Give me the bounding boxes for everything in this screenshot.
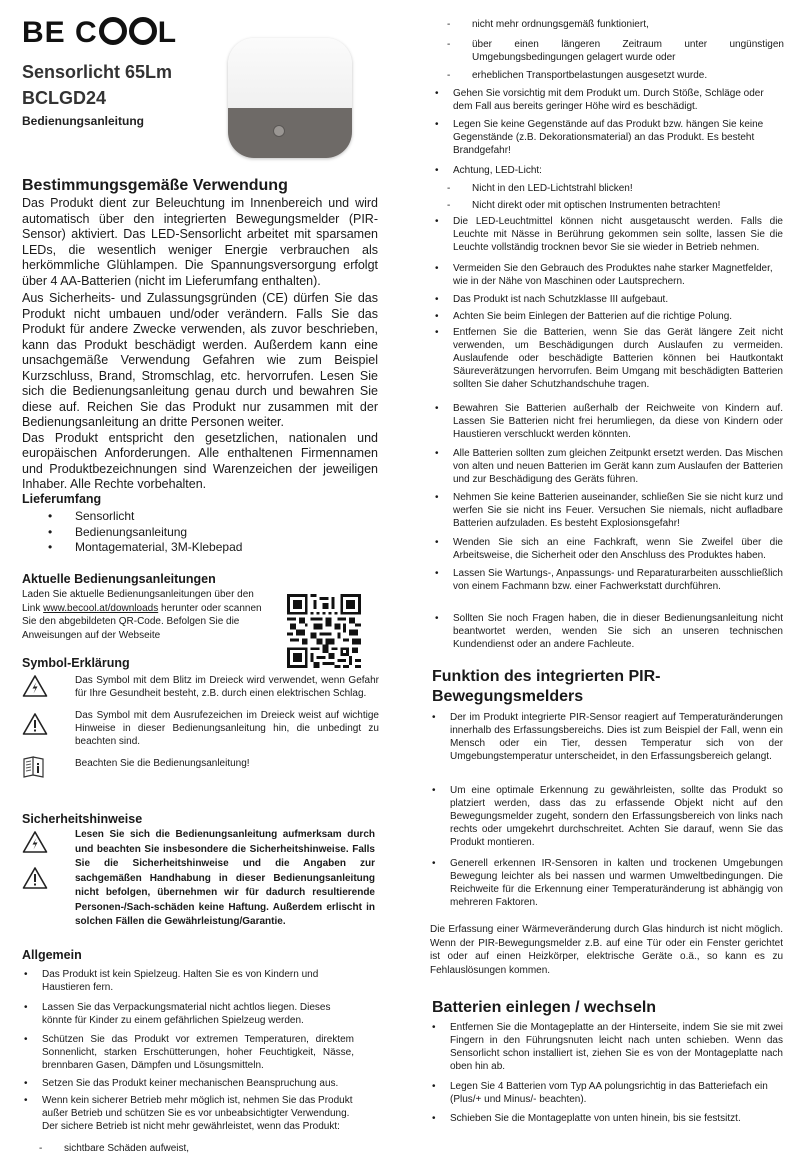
- list-item: • Montagematerial, 3M-Klebepad: [48, 540, 243, 554]
- heading-lieferumfang: Lieferumfang: [22, 492, 102, 506]
- dash-icon: -: [447, 39, 451, 50]
- bullet-icon: •: [435, 311, 439, 322]
- bullet-icon: •: [48, 509, 53, 523]
- dash-icon: -: [39, 1143, 43, 1154]
- list-item: - Nicht in den LED-Lichtstrahl blicken!: [447, 183, 633, 194]
- list-item: • Sensorlicht: [48, 509, 135, 523]
- logo-o-icon: [129, 17, 157, 45]
- bullet-icon: •: [432, 1113, 436, 1124]
- dash-icon: -: [447, 70, 451, 81]
- manual-book-icon: [22, 756, 46, 778]
- brand-logo: BE C L: [22, 16, 178, 49]
- list-item: • Lassen Sie das Verpackungsmaterial nicht achtlos liegen. Dieses könnte für Kinder zu einem gefährlichen Spielzeug werden.: [24, 1002, 331, 1026]
- list-item: • Bedienungsanleitung: [48, 524, 188, 539]
- bullet-icon: •: [435, 327, 439, 338]
- list-item: • Setzen Sie das Produkt keiner mechanischen Beanspruchung aus.: [24, 1078, 339, 1089]
- product-model: BCLGD24: [22, 88, 107, 108]
- list-item: • Das Produkt ist nach Schutzklasse III aufgebaut.: [435, 294, 669, 305]
- list-item: • Um eine optimale Erkennung zu gewährleisten, sollte das Produkt so platziert werden, dass das zu erfassende Objekt nicht auf den Bewegungsmelder zugeht, sondern den Erfassungsbereich von links nach rechts oder umgekehrt durchschreitet. Achten Sie darauf, wenn Sie das Produkt montieren.: [432, 785, 783, 848]
- bestimmung-p2: Aus Sicherheits- und Zulassungsgründen (CE) dürfen Sie das Produkt nicht umbauen und/oder verändern. Falls Sie das Produkt für andere Zwecke verwenden, als zuvor beschrieben, kann das Produkt beschädigt werden. Außerdem kann eine unsachgemäße Verwendung Gefahren wie zum Beispiel Kurzschluss, Brand, Stromschlag, etc. hervorrufen. Lesen Sie sich die Bedienungsanleitung genau durch und bewahren Sie diese auf. Reichen Sie das Produkt nur zusammen mit der Bedienungsanleitung an dritte Personen weiter.: [22, 291, 378, 429]
- bullet-icon: •: [432, 1081, 436, 1092]
- bullet-icon: •: [435, 88, 439, 99]
- bullet-icon: •: [24, 1002, 28, 1013]
- sicherheit-text: Lesen Sie sich die Bedienungsanleitung aufmerksam durch und beachten Sie insbesondere die Sicherheitshinweise. Falls Sie die Sicherheitshinweise und die Angaben zur sachgemäßen Handhabung in dieser Bedienungsanleitung nicht befolgen, übernehmen wir für dadurch resultierende Personen-/Sach-schäden keine Haftung. Außerdem erlischt in solchen Fällen die Gewährleistung/Garantie.: [75, 829, 375, 927]
- list-item: • Entfernen Sie die Montageplatte an der Hinterseite, indem Sie sie mit zwei Fingern in den Führungsnuten leicht nach unten schieben. Wenn das Sensorlicht schon installiert ist, ziehen Sie es von der Montageplatte nach oben hin ab.: [432, 1022, 783, 1072]
- lieferumfang-list: [48, 509, 242, 556]
- bullet-icon: •: [432, 712, 436, 723]
- symbol-text-2: Das Symbol mit dem Ausrufezeichen im Dreieck weist auf wichtige Hinweise in dieser Bedienungsanleitung hin, die unbedingt zu beachten sind.: [75, 710, 379, 747]
- pir-paragraph: Die Erfassung einer Wärmeveränderung durch Glas hindurch ist nicht möglich. Wenn der PIR-Bewegungsmelder z.B. auf eine Tür oder ein Fenster gerichtet ist oder auf einen Heizkörper, elektrische Geräte o.ä., so kann es zu Fehlauslösungen kommen.: [430, 924, 783, 976]
- aktuelle-text: Laden Sie aktuelle Bedienungsanleitungen über den Link www.becool.at/downloads herunter oder scannen Sie den abgebildeten QR-Code. Befolgen Sie die Anweisungen auf der Webseite: [22, 589, 262, 641]
- product-base-band: [228, 108, 352, 158]
- bullet-icon: •: [435, 492, 439, 503]
- list-item: • Achtung, LED-Licht:: [435, 165, 542, 176]
- heading-allgemein: Allgemein: [22, 948, 82, 962]
- product-image: [228, 38, 352, 158]
- exclamation-warning-icon: [22, 866, 48, 890]
- lightning-warning-icon: [22, 674, 48, 698]
- bullet-icon: •: [435, 448, 439, 459]
- list-item: • Sollten Sie noch Fragen haben, die in dieser Bedienungsanleitung nicht beantwortet werden, wenden Sie sich an unseren technischen Kundendienst oder an andere Fachleute.: [435, 613, 783, 650]
- logo-o-icon: [99, 17, 127, 45]
- dash-icon: -: [447, 200, 451, 211]
- lightning-warning-icon: [22, 830, 48, 854]
- symbol-text-3: Beachten Sie die Bedienungsanleitung!: [75, 758, 250, 769]
- list-item: • Schieben Sie die Montageplatte von unten hinein, bis sie festsitzt.: [432, 1113, 741, 1124]
- list-item: - Nicht direkt oder mit optischen Instrumenten betrachten!: [447, 200, 721, 211]
- list-item: • Alle Batterien sollten zum gleichen Zeitpunkt ersetzt werden. Das Mischen von alten und neuen Batterien im Gerät kann zum Auslaufen der Batterien und zur Beschädigung des Geräts führen.: [435, 448, 783, 485]
- list-item: • Gehen Sie vorsichtig mit dem Produkt um. Durch Stöße, Schläge oder dem Fall aus bereits geringer Höhe wird es beschädigt.: [435, 88, 764, 112]
- list-item: - sichtbare Schäden aufweist,: [39, 1143, 190, 1154]
- dash-icon: -: [447, 183, 451, 194]
- list-item: - erheblichen Transportbelastungen ausgesetzt wurde.: [447, 70, 708, 81]
- list-item: • Lassen Sie Wartungs-, Anpassungs- und Reparaturarbeiten ausschließlich von einem Fachmann bzw. einer Fachwerkstatt durchführen.: [435, 568, 783, 592]
- bullet-icon: •: [48, 524, 53, 539]
- list-item: • Legen Sie 4 Batterien vom Typ AA polungsrichtig in das Batteriefach ein (Plus/+ und Minus/- beachten).: [432, 1081, 768, 1105]
- downloads-link[interactable]: www.becool.at/downloads: [43, 602, 159, 614]
- list-item: • Nehmen Sie keine Batterien auseinander, schließen Sie sie nicht kurz und werfen Sie sie nicht ins Feuer. Versuchen Sie niemals, nicht aufladbare Batterien aufzuladen. Es besteht Explosionsgefahr!: [435, 492, 783, 529]
- bullet-icon: •: [435, 294, 439, 305]
- list-item: • Entfernen Sie die Batterien, wenn Sie das Gerät längere Zeit nicht verwenden, um Beschädigungen durch Auslaufen zu vermeiden. Auslaufende oder beschädigte Batterien können bei Hautkontakt Säureverätzungen hervorrufen. Beim Umgang mit beschädigten Batterien sollten Sie daher Schutzhandschuhe tragen.: [435, 327, 783, 390]
- symbol-text-1: Das Symbol mit dem Blitz im Dreieck wird verwendet, wenn Gefahr für Ihre Gesundheit besteht, z.B. durch einen elektrischen Schlag.: [75, 675, 379, 699]
- heading-symbol: Symbol-Erklärung: [22, 656, 130, 670]
- list-item: • Legen Sie keine Gegenstände auf das Produkt bzw. hängen Sie keine Gegenstände (z.B. Dekorationsmaterial) an das Produkt. Es besteht Brandgefahr!: [435, 119, 764, 156]
- bestimmung-text: [22, 196, 378, 493]
- heading-bestimmung: Bestimmungsgemäße Verwendung: [22, 177, 288, 194]
- dash-icon: -: [447, 19, 451, 30]
- list-item: - nicht mehr ordnungsgemäß funktioniert,: [447, 19, 649, 30]
- bullet-icon: •: [24, 1034, 28, 1045]
- exclamation-warning-icon: [22, 712, 48, 736]
- bullet-icon: •: [435, 119, 439, 130]
- bullet-icon: •: [432, 785, 436, 796]
- bullet-icon: •: [435, 403, 439, 414]
- list-item: • Generell erkennen IR-Sensoren in kalten und trockenen Umgebungen Bewegung leichter als bei nassen und warmen Umweltbedingungen. Die Reichweite für die Erkennung einer Temperaturänderung ist abhängig von mehreren Faktoren.: [432, 858, 783, 908]
- pir-sensor-icon: [273, 125, 285, 137]
- heading-batterien: Batterien einlegen / wechseln: [432, 999, 657, 1016]
- bullet-icon: •: [435, 263, 439, 274]
- qr-code-icon[interactable]: [286, 594, 362, 668]
- bestimmung-p3: Das Produkt entspricht den gesetzlichen, nationalen und europäischen Anforderungen. Alle enthaltenen Firmennamen und Produktbezeichnungen sind Warenzeichen der jeweiligen Inhaber. Alle Rechte vorbehalten.: [22, 430, 378, 491]
- list-item: • Schützen Sie das Produkt vor extremen Temperaturen, direktem Sonnenlicht, starken Erschütterungen, hoher Feuchtigkeit, Nässe, brennbaren Gasen, Dämpfen und Lösungsmitteln.: [24, 1034, 354, 1071]
- bullet-icon: •: [48, 540, 53, 554]
- list-item: • Wenden Sie sich an eine Fachkraft, wenn Sie Zweifel über die Arbeitsweise, die Sicherheit oder den Anschluss des Produktes haben.: [435, 537, 783, 561]
- list-item: • Achten Sie beim Einlegen der Batterien auf die richtige Polung.: [435, 311, 733, 322]
- bullet-icon: •: [432, 1022, 436, 1033]
- heading-sicherheit: Sicherheitshinweise: [22, 812, 143, 826]
- list-item: • Das Produkt ist kein Spielzeug. Halten Sie es von Kindern und Haustieren fern.: [24, 969, 319, 993]
- list-item: • Bewahren Sie Batterien außerhalb der Reichweite von Kindern auf. Lassen Sie Batterien nicht frei herumliegen, da diese von Kindern oder Haustieren verschluckt werden könnten.: [435, 403, 783, 440]
- bullet-icon: •: [24, 1078, 28, 1089]
- bullet-icon: •: [24, 969, 28, 980]
- bullet-icon: •: [435, 216, 439, 227]
- bullet-icon: •: [435, 537, 439, 548]
- list-item: • Vermeiden Sie den Gebrauch des Produktes nahe starker Magnetfelder, wie in der Nähe von Maschinen oder Lautsprechern.: [435, 263, 773, 287]
- bullet-icon: •: [435, 165, 439, 176]
- bullet-icon: •: [24, 1095, 28, 1106]
- bullet-icon: •: [435, 568, 439, 579]
- heading-pir: Funktion des integrierten PIR- Bewegungsmelders: [432, 668, 661, 705]
- list-item: • Wenn kein sicherer Betrieb mehr möglich ist, nehmen Sie das Produkt außer Betrieb und schützen Sie es vor unbeabsichtigter Verwendung. Der sichere Betrieb ist nicht mehr gewährleistet, wenn das Produkt:: [24, 1095, 353, 1132]
- list-item: - über einen längeren Zeitraum unter ungünstigen Umgebungsbedingungen gelagert wurde oder: [447, 39, 784, 63]
- bullet-icon: •: [435, 613, 439, 624]
- bullet-icon: •: [432, 858, 436, 869]
- document-subtitle: Bedienungsanleitung: [22, 114, 145, 128]
- list-item: • Die LED-Leuchtmittel können nicht ausgetauscht werden. Falls die Leuchte mit Nässe in Berührung gekommen sein sollte, lassen Sie die Leuchte vollständig trocknen bevor Sie sie wieder in Betrieb nehmen.: [435, 216, 783, 253]
- product-title: Sensorlicht 65Lm: [22, 62, 173, 82]
- heading-aktuelle: Aktuelle Bedienungsanleitungen: [22, 572, 216, 586]
- list-item: • Der im Produkt integrierte PIR-Sensor reagiert auf Temperaturänderungen innerhalb des Erfassungsbereichs. Dies ist zum Beispiel der Fall, wenn ein Mensch oder ein Tier, dessen Temperatur sich von der Umgebungstemperatur unterscheidet, in den Erfassungsbereich gelangt.: [432, 712, 783, 762]
- bestimmung-p1: Das Produkt dient zur Beleuchtung im Innenbereich und wird automatisch über den integrierten Bewegungsmelder (PIR-Sensor) aktiviert. Das LED-Sensorlicht arbeitet mit sparsamen LEDs, die wesentlich weniger Energie verbrauchen als herkömmliche Glühlampen. Die Spannungsversorgung erfolgt über 4 AA-Batterien (nicht im Lieferumfang enthalten).: [22, 196, 378, 288]
